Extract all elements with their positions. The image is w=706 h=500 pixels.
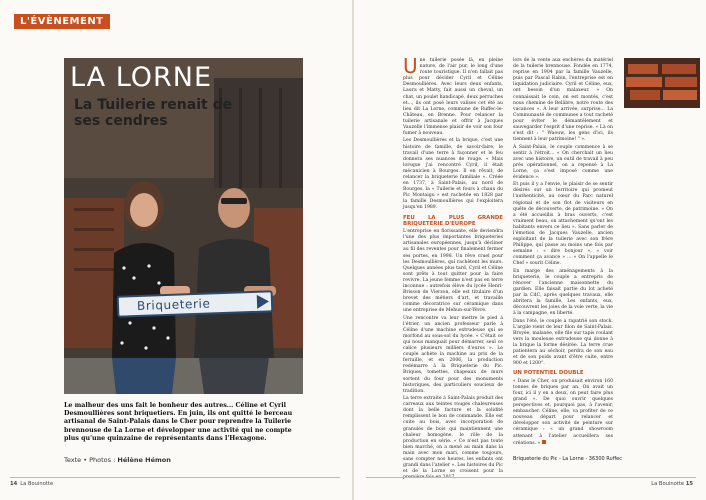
paragraph: Les Desmoullières et la brique, c'est une histoire de famille, de savoir-faire, le travail d'une terre à façonner et le feu donnera ses nuances de rouge. « Mais lorsque j'ai rencontré Cyril, il était mécanicien à Bourges. Il en rêvait, de relancer la briqueterie familiale ». Créée en 1737, à Saint-Palais, au nord de Bourges, la « Tuilerie et fours à chaux du Pic Montaigu » est rachetée en 1828 par la famille Desmoullières qui l'exploitera jusqu'en 1989. bbox=[403, 138, 503, 211]
folio-right bbox=[651, 481, 696, 487]
end-mark-icon bbox=[542, 440, 546, 444]
article-title: LA LORNE bbox=[70, 62, 213, 93]
section-rubric: L'ÉVÈNEMENT bbox=[14, 14, 110, 29]
article-subtitle: La Tuilerie renait de ses cendres bbox=[74, 97, 233, 129]
paragraph-text: ne tuilerie posée là, en pleine nature, de l'air pur, le long d'une route touristique. Il n'en fallait pas plus pour décider Cyril et Céline Desmoullières. Avec leurs deux enfants, Laura et Matty, fait aussi un cheval, un chat, un poulet handicapé, deux perruches et..., ils ont posé leurs valises cet été au lieu dit La Lorne, commune de Ruffec-le-Château, en Brenne. Pour relancer la tuilerie artisanale et offrir à Jacques Vauzelle l'immense plaisir de voir son four fumer à nouveau. bbox=[403, 58, 503, 137]
paragraph bbox=[513, 379, 613, 447]
arrow-right-icon bbox=[257, 294, 269, 308]
folio-rule bbox=[10, 477, 340, 478]
article-column-2 bbox=[513, 58, 613, 463]
article-column-1 bbox=[403, 54, 503, 475]
paragraph: La terre extraite à Saint-Palais produit des carreaux aux teintes rouges chaleureuses dont la belle facture et la solidité remplissent le bon de commande. Elle est cuite au bois, avec incorporation de granulés de bois qui maintiennent une chaleur homogène, le rôle de la production en série. « Ce n'est pas toute bien marché, on a mené au main dans la main avec mon mari, comme toujours, sans compter nos heures, les enfants ont grandi dans l'atelier ». Les histoires du Pic et de la Lorne se croisent pour la bbox=[403, 396, 503, 475]
paragraph: À Saint-Palais, le couple commence à se sentir à l'étroit... « On cherchait un lieu avec une histoire, un outil de travail à peu près opérationnel, on a repensé à La Lorne, ça s'est imposé comme une évidence ». bbox=[513, 144, 613, 180]
address-caption: Briqueterie du Pic - La Lorne - 36300 Ruffec bbox=[513, 456, 622, 462]
credit-name: Hélène Hémon bbox=[117, 456, 171, 464]
magazine-name: La Bouinotte bbox=[651, 481, 685, 487]
credit-label: Texte • Photos : bbox=[64, 456, 118, 464]
bricks-illustration bbox=[624, 58, 700, 108]
paragraph: L'entreprise en florissante, elle deviendra l'une des plus importantes briqueteries artisanales européennes, jusqu'à décliner au fil des reventes pour finalement fermer ses portes, en 1998. Un rêve cruel pour les Desmoullières, qui rachètent les murs. Quelques années plus tard, Cyril et Céline sont prêts à tout quitter pour la faire revivre. La jeune femme n'est pas en terre inconnue : autrefois élève du lycée Henri-Brisson de Vierzon, elle est titulaire d'un brevet des métiers d'art, et travaille comme décoratrice sur céramique dans une entreprise de Mehun-sur-Yèvre. bbox=[403, 229, 503, 314]
section-subhead: FEU LA PLUS GRANDE BRIQUETERIE D'EUROPE bbox=[403, 214, 503, 227]
paragraph: Dans l'été, le couple a rapatrié son stock. L'argile vient de leur filon de Saint-Palais. Broyée, malaxée, elle file sur tapis roulant vers la mouleuse extrudeuse qui donne à la brique la forme désirée. La terre crue patientera au séchoir, perdra de son eau et de son poids avant d'être cuite, entre 900 et 1200°. bbox=[513, 318, 613, 367]
section-subhead: UN POTENTIEL DOUBLE bbox=[513, 370, 584, 377]
folio-left bbox=[10, 481, 53, 487]
article-lede: Le malheur des uns fait le bonheur des autres... Céline et Cyril Desmoullières sont briquetiers. En juin, ils ont quitté le berceau artisanal de Saint-Palais dans le Cher pour reprendre la Tuilerie brennouse de La Lorne et développer une activité qui ne compte plus qu'une quinzaine de représentants dans l'Hexagone. bbox=[64, 402, 293, 442]
page-number: 14 bbox=[10, 481, 18, 487]
paragraph-text: « Dans le Cher, on produisait environ 160 tonnes de briques par an. On avait un four, ici il y en a deux, on peut faire plus grand ». De quoi ouvrir quelques perspectives et, pourquoi pas, à l'avenir, embaucher. Céline, elle, va profiter de ce nouveau départ pour relancer et développer son activité de peinture sur céramique : « un grand showroom attenant à l'atelier accueillera ses créations. » bbox=[513, 378, 613, 446]
page-gutter bbox=[352, 0, 354, 500]
magazine-name: La Bouinotte bbox=[20, 481, 54, 487]
page-number: 15 bbox=[685, 481, 693, 487]
bricks-photo bbox=[624, 58, 700, 108]
paragraph: En marge des aménagements à la briqueterie, le couple a entrepris de rénover l'ancienne maisonnette du gardien. Elle faisait partie du lot acheté par la CdC, après quelques travaux, elle abritera la famille. Les enfants, eux, découvrent les joies de la voie verte, la vie à la campagne, en liberté. bbox=[513, 268, 613, 317]
paragraph: Et puis il y a l'envie, le plaisir de se sentir désirés sur un territoire qui promeut l'authenticité, au cœur du Parc naturel régional et de son flot de visiteurs en quête de découverte, de patrimoine. « On a été accueillis à bras ouverts, c'est vraiment beau, on attachement qu'ont les habitants envers ce lieu ». Sans parler de l'émotion de Jacques Vauzelle, ancien exploitant de la tuilerie avec son frère Philippe, qui passe au moins une fois par semaine : « dire bonjour », « voir comment ça avance » ... « On l'appelle le Chef » sourit Céline. bbox=[513, 182, 613, 267]
folio-rule bbox=[366, 477, 696, 478]
drop-cap: U bbox=[403, 54, 418, 78]
sign-text: Briqueterie bbox=[136, 296, 211, 314]
paragraph: Une rencontre va leur mettre le pied à l'étrier, un ancien professeur parle à Céline d'une machine extrudeuse qui se morfond au sous-sol du lycée. « C'était ce qui nous manquait pour démarrer, seul ce calice plusieurs milliers d'euros ». Le couple achète la machine au prix de la ferraille, et en 2006, la production redémarre à la Briqueterie du Pic. Briques, tomettes, chapeaux de murs sortent du four pour des monuments historiques, des particuliers soucieux de tradition. bbox=[403, 315, 503, 394]
article-credit bbox=[64, 456, 171, 464]
paragraph bbox=[403, 54, 503, 137]
paragraph: lors de la vente aux enchères du matériel de la tuilerie brennouse. Fondée en 1774, reprise en 1904 par la famille Vauzelle, puis par Pascal Rabin, l'entreprise est en liquidation judiciaire. Cyril et Céline, eux, ont besoin d'un malaxeur. « On connaissait le coin, on est montés, c'est nous chemine de Belâbre, notre route des vacances ». À leur arrivée, surprise... La Communauté de communes a tout racheté pour éviter le démantèlement et sauvegarder l'esprit d'une reprise. « Là on s'est dit : " Waouw, les gens d'ici, ils tiennent à leur patrimoine! " ». bbox=[513, 58, 613, 143]
